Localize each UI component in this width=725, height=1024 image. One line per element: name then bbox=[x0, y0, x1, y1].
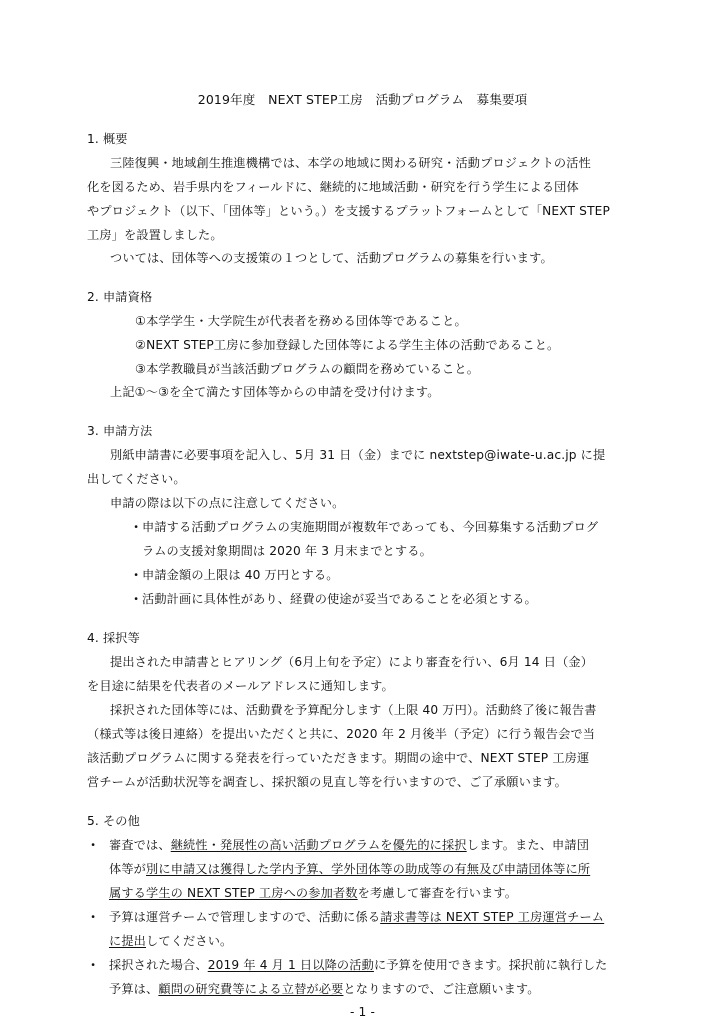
s5-para-2-line-1: 予算は運営チームで管理しますので、活動に係る請求書等は NEXT STEP 工房運営チーム bbox=[109, 910, 605, 924]
bullet-icon: ・ bbox=[130, 568, 143, 582]
s4-line-3: 採択された団体等には、活動費を予算配分します（上限 40 万円）。活動終了後に報告書 bbox=[110, 703, 597, 717]
section-1-heading: 1. 概要 bbox=[87, 132, 128, 146]
bullet-icon: ・ bbox=[130, 520, 143, 534]
s1-line-4: 工房」を設置しました。 bbox=[87, 228, 223, 242]
bullet-icon: ・ bbox=[87, 958, 100, 972]
s1-line-2: 化を図るため、岩手県内をフィールドに、継続的に地域活動・研究を行う学生による団体 bbox=[87, 180, 579, 194]
s2-condition-1: ①本学学生・大学院生が代表者を務める団体等であること。 bbox=[135, 314, 467, 328]
s4-line-4: （様式等は後日連絡）を提出いただくと共に、2020 年 2 月後半（予定）に行う報告会で当 bbox=[87, 727, 596, 741]
s5-para-2-line-2: に提出してください。 bbox=[109, 934, 233, 948]
s4-line-2: を目途に結果を代表者のメールアドレスに通知します。 bbox=[87, 679, 394, 693]
s3-bullet-1a: 申請する活動プログラムの実施期間が複数年であっても、今回募集する活動プログ bbox=[142, 520, 599, 534]
s4-line-1: 提出された申請書とヒアリング（6月上旬を予定）により審査を行い、6月 14 日（金） bbox=[110, 655, 594, 669]
s2-note: 上記①～③を全て満たす団体等からの申請を受け付けます。 bbox=[110, 385, 440, 399]
s3-bullet-3: 活動計画に具体性があり、経費の使途が妥当であることを必須とする。 bbox=[142, 592, 537, 606]
page-number: - 1 - bbox=[349, 1005, 376, 1019]
section-4-heading: 4. 採択等 bbox=[87, 631, 140, 645]
s1-line-5: ついては、団体等への支援策の１つとして、活動プログラムの募集を行います。 bbox=[110, 251, 553, 265]
s5-para-1-line-1: 審査では、継続性・発展性の高い活動プログラムを優先的に採択します。また、申請団 bbox=[109, 838, 590, 852]
s3-line-1: 別紙申請書に必要事項を記入し、5月 31 日（金）までに nextstep@iwate-u.ac.jp に提 bbox=[110, 448, 606, 462]
bullet-icon: ・ bbox=[130, 592, 143, 606]
page-title: 2019年度 NEXT STEP工房 活動プログラム 募集要項 bbox=[197, 92, 528, 107]
s1-line-1: 三陸復興・地域創生推進機構では、本学の地域に関わる研究・活動プロジェクトの活性 bbox=[110, 156, 591, 170]
section-5-heading: 5. その他 bbox=[87, 814, 140, 828]
s4-line-6: 営チームが活動状況等を調査し、採択額の見直し等を行いますので、ご了承願います。 bbox=[87, 775, 567, 789]
bullet-icon: ・ bbox=[87, 910, 100, 924]
section-3-heading: 3. 申請方法 bbox=[87, 424, 153, 438]
s2-condition-3: ③本学教職員が当該活動プログラムの顧問を務めていること。 bbox=[135, 362, 480, 376]
s2-condition-2: ②NEXT STEP工房に参加登録した団体等による学生主体の活動であること。 bbox=[135, 338, 560, 352]
s5-para-1-line-3: 属する学生の NEXT STEP 工房への参加者数を考慮して審査を行います。 bbox=[109, 886, 518, 900]
section-2-heading: 2. 申請資格 bbox=[87, 290, 153, 304]
bullet-icon: ・ bbox=[87, 838, 100, 852]
s3-bullet-2: 申請金額の上限は 40 万円とする。 bbox=[142, 568, 339, 582]
s5-para-3-line-2: 予算は、顧問の研究費等による立替が必要となりますので、ご注意願います。 bbox=[109, 982, 540, 996]
s4-line-5: 該活動プログラムに関する発表を行っていただきます。期間の途中で、NEXT STEP 工房運 bbox=[87, 751, 590, 765]
s3-line-2: 出してください。 bbox=[87, 472, 186, 486]
s1-line-3: やプロジェクト（以下、「団体等」という。）を支援するプラットフォームとして「NEXT STEP bbox=[87, 204, 611, 218]
s3-bullet-1b: ラムの支援対象期間は 2020 年 3 月末までとする。 bbox=[142, 544, 432, 558]
s3-line-3: 申請の際は以下の点に注意してください。 bbox=[110, 496, 345, 510]
s5-para-1-line-2: 体等が別に申請又は獲得した学内予算、学外団体等の助成等の有無及び申請団体等に所 bbox=[109, 862, 591, 876]
s5-para-3-line-1: 採択された場合、2019 年 4 月 1 日以降の活動に予算を使用できます。採択前に執行した bbox=[109, 958, 608, 972]
